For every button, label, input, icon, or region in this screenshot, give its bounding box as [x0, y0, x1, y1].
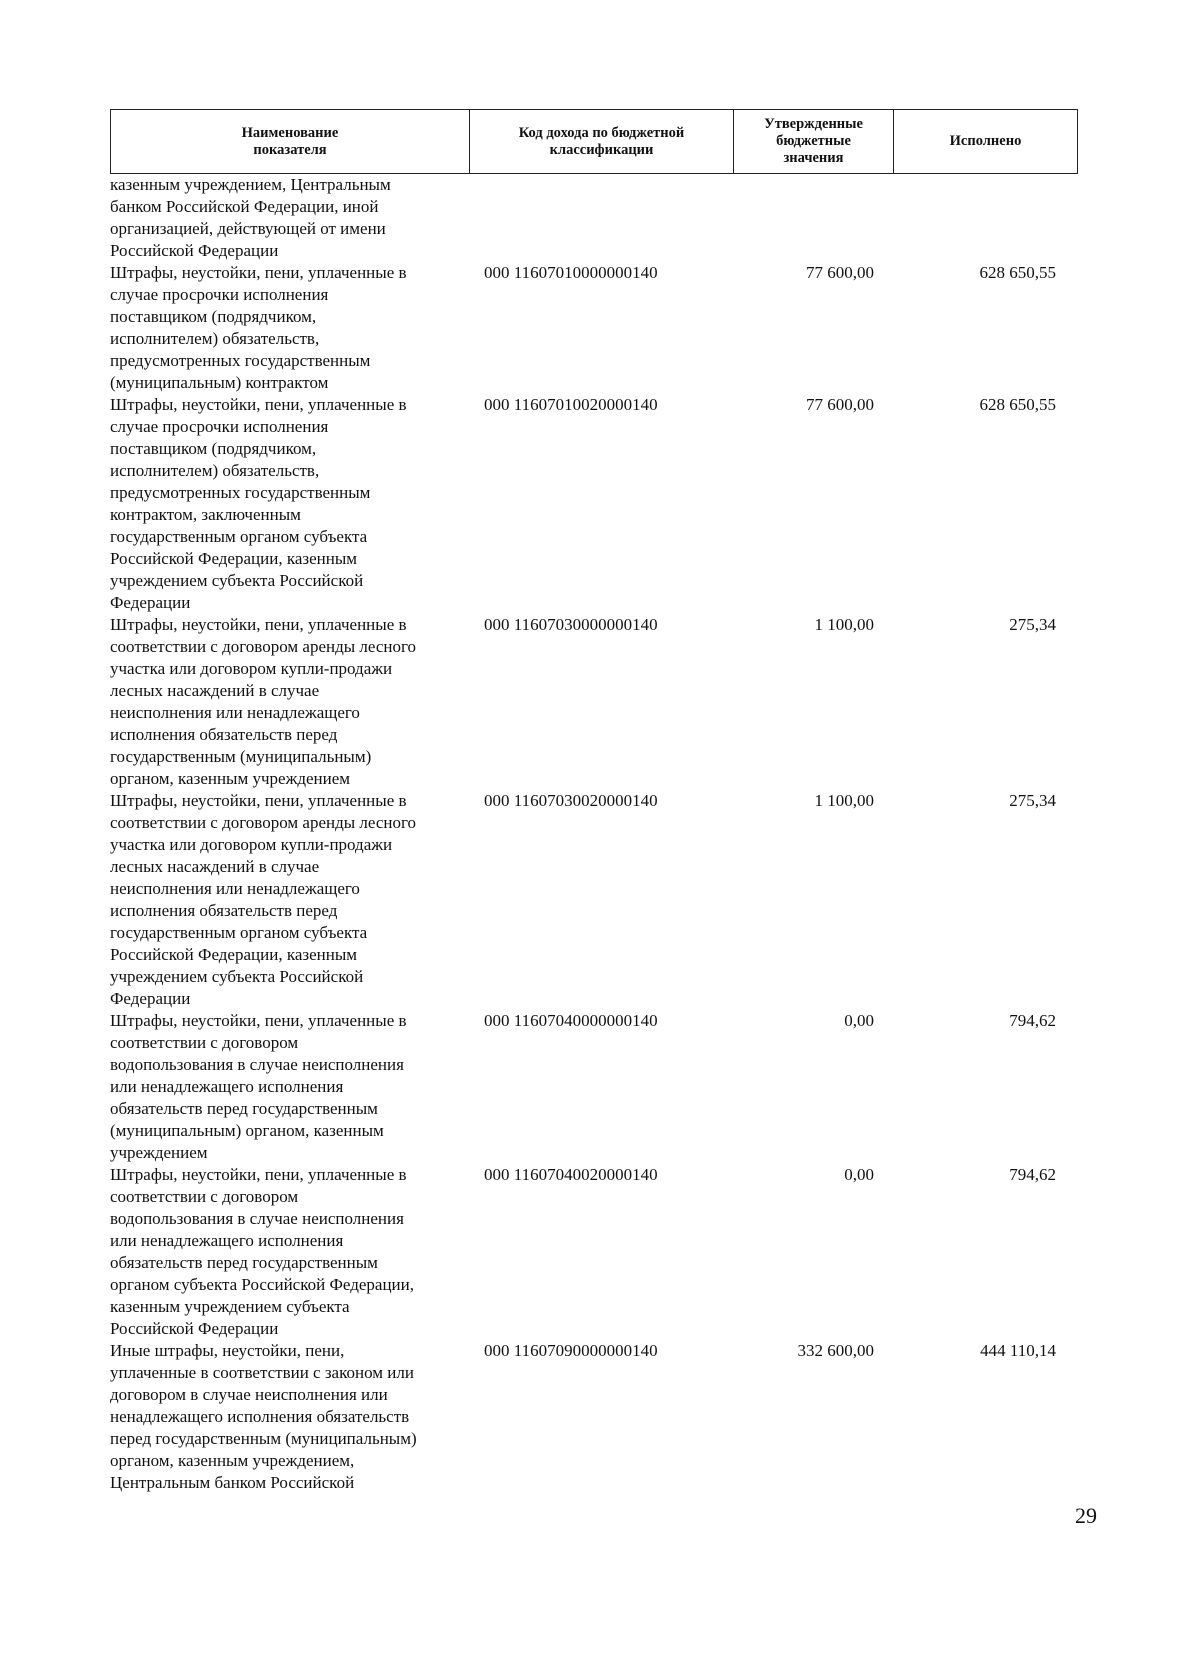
row-name: казенным учреждением, Центральным банком Российской Федерации, иной организацией, действующей от имени Российской Федерации: [110, 175, 391, 260]
row-code: 000 11607030000000140: [484, 615, 658, 634]
row-approved: 0,00: [844, 1011, 874, 1030]
row-executed: 794,62: [1009, 1011, 1056, 1030]
row-approved: 0,00: [844, 1165, 874, 1184]
row-name: Штрафы, неустойки, пени, уплаченные в соответствии с договором аренды лесного участка или договором купли-продажи лесных насаждений в случае неисполнения или ненадлежащего исполнения обязательств перед государственным (муниципальным) органом, казенным учреждением: [110, 615, 417, 788]
table-row: [110, 1340, 1110, 1494]
row-executed: 628 650,55: [979, 263, 1056, 282]
row-code: 000 11607010000000140: [484, 263, 658, 282]
row-approved: 1 100,00: [814, 791, 874, 810]
row-executed: 275,34: [1009, 791, 1056, 810]
header-name: Наименование показателя: [241, 124, 339, 158]
table-row: [110, 1010, 1110, 1164]
row-approved: 77 600,00: [806, 263, 874, 282]
row-executed: 275,34: [1009, 615, 1056, 634]
row-approved: 1 100,00: [814, 615, 874, 634]
row-name: Иные штрафы, неустойки, пени, уплаченные в соответствии с законом или договором в случае неисполнения или ненадлежащего исполнения обязательств перед государственным (муниципальным) органом, казенным учреждением, Центральным банком Российской: [110, 1341, 417, 1492]
row-name: Штрафы, неустойки, пени, уплаченные в случае просрочки исполнения поставщиком (подрядчиком, исполнителем) обязательств, предусмотренных государственным (муниципальным) контрактом: [110, 263, 407, 392]
row-code: 000 11607040020000140: [484, 1165, 658, 1184]
table-row: [110, 1164, 1110, 1340]
header-executed: Исполнено: [893, 110, 1077, 173]
row-name: Штрафы, неустойки, пени, уплаченные в соответствии с договором аренды лесного участка или договором купли-продажи лесных насаждений в случае неисполнения или ненадлежащего исполнения обязательств перед государственным органом субъекта Российской Федерации, казенным учреждением субъекта Российской Федерации: [110, 791, 417, 1008]
row-code: 000 11607030020000140: [484, 791, 658, 810]
row-approved: 332 600,00: [797, 1341, 874, 1360]
header-code: Код дохода по бюджетной классификации: [469, 110, 733, 173]
table-row: [110, 394, 1110, 614]
row-approved: 77 600,00: [806, 395, 874, 414]
row-code: 000 11607010020000140: [484, 395, 658, 414]
header-approved: Утвержденные бюджетные значения: [733, 110, 893, 173]
table-header: [110, 109, 1078, 174]
table-row: [110, 262, 1110, 394]
row-name: Штрафы, неустойки, пени, уплаченные в случае просрочки исполнения поставщиком (подрядчиком, исполнителем) обязательств, предусмотренных государственным контрактом, заключенным государственным органом субъекта Российской Федерации, казенным учреждением субъекта Российской Федерации: [110, 395, 407, 612]
row-executed: 444 110,14: [980, 1341, 1056, 1360]
table-row: [110, 790, 1110, 1010]
table-row: [110, 614, 1110, 790]
table-body: [110, 174, 1110, 1494]
row-executed: 794,62: [1009, 1165, 1056, 1184]
row-name: Штрафы, неустойки, пени, уплаченные в соответствии с договором водопользования в случае неисполнения или ненадлежащего исполнения обязательств перед государственным органом субъекта Российской Федерации, казенным учреждением субъекта Российской Федерации: [110, 1165, 414, 1338]
row-code: 000 11607090000000140: [484, 1341, 658, 1360]
table-row: [110, 174, 1110, 262]
row-name: Штрафы, неустойки, пени, уплаченные в соответствии с договором водопользования в случае неисполнения или ненадлежащего исполнения обязательств перед государственным (муниципальным) органом, казенным учреждением: [110, 1011, 407, 1162]
row-code: 000 11607040000000140: [484, 1011, 658, 1030]
page-number: 29: [1075, 1503, 1097, 1528]
row-executed: 628 650,55: [979, 395, 1056, 414]
